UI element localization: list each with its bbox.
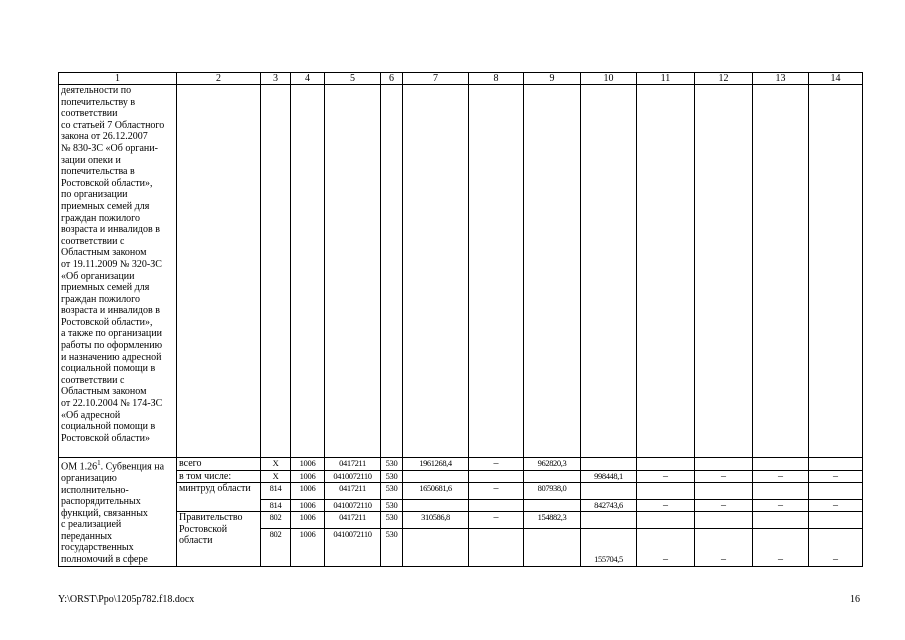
table-row	[59, 483, 863, 499]
continuation-line: социальной помощи в	[61, 363, 156, 375]
cell-c14: –	[809, 470, 863, 483]
column-header-3: 3	[261, 73, 291, 85]
om-line: государственных	[61, 542, 134, 554]
cell-c6: 530	[381, 528, 403, 566]
continuation-line: соответствии с	[61, 235, 125, 247]
continuation-line: «Об организации	[61, 270, 135, 282]
column-header-13: 13	[753, 73, 809, 85]
cell-c11	[637, 512, 695, 528]
cell-c2: в том числе:	[177, 470, 261, 483]
cell-c12	[695, 458, 753, 471]
cell-c10	[581, 483, 637, 499]
cell-c12: –	[695, 470, 753, 483]
cell-c8: –	[469, 512, 524, 528]
om-line: функций, связанных	[61, 507, 148, 519]
column-header-7: 7	[403, 73, 469, 85]
om-superscript: 1	[97, 459, 101, 467]
cell-c8	[469, 528, 524, 566]
cell-c4: 1006	[291, 483, 325, 499]
column-header-6: 6	[381, 73, 403, 85]
cell-c14: –	[809, 499, 863, 512]
continuation-line: деятельности по	[61, 85, 132, 96]
cell-c7: 1650681,6	[403, 483, 469, 499]
cell-c10	[581, 512, 637, 528]
continuation-line: Ростовской области»	[61, 432, 150, 444]
cell-c12	[695, 483, 753, 499]
cell-c13: –	[753, 470, 809, 483]
cell-c10: 998448,1	[581, 470, 637, 483]
table-header-row	[59, 73, 863, 85]
om-line: организацию	[61, 472, 117, 484]
continuation-line: и назначению адресной	[61, 351, 162, 363]
om-description-cell	[59, 458, 177, 567]
continuation-line: от 22.10.2004 № 174-ЗС	[61, 398, 163, 410]
continuation-text-cell	[59, 85, 177, 458]
cell-c5: 0417211	[325, 512, 381, 528]
cell-c9: 807938,0	[524, 483, 581, 499]
cell-c13	[753, 512, 809, 528]
cell-c5: 0417211	[325, 483, 381, 499]
cell-c6: 530	[381, 458, 403, 471]
cell-c6: 530	[381, 470, 403, 483]
footer-file-path: Y:\ORST\Ppo\1205p782.f18.docx	[58, 594, 195, 605]
cell-c11	[637, 458, 695, 471]
column-header-2: 2	[177, 73, 261, 85]
table-row	[59, 512, 863, 528]
om-line: исполнительно-	[61, 484, 129, 496]
continuation-line: Областным законом	[61, 386, 147, 398]
table-row	[59, 470, 863, 483]
cell-c8	[469, 470, 524, 483]
continuation-line: Областным законом	[61, 247, 147, 259]
continuation-line: со статьей 7 Областного	[61, 119, 165, 131]
cell-c5: 0410072110	[325, 499, 381, 512]
cell-c13	[753, 458, 809, 471]
cell-c8	[469, 499, 524, 512]
continuation-line: возраста и инвалидов в	[61, 224, 160, 236]
cell-c8: –	[469, 458, 524, 471]
cell-c9: 962820,3	[524, 458, 581, 471]
continuation-line: по организации	[61, 189, 128, 201]
cell-c13: –	[753, 528, 809, 566]
continuation-line: приемных семей для	[61, 200, 150, 212]
continuation-line: граждан пожилого	[61, 212, 141, 224]
cell-c11: –	[637, 499, 695, 512]
cell-c14	[809, 512, 863, 528]
cell-c3: 802	[261, 512, 291, 528]
cell-c11	[637, 483, 695, 499]
continuation-line: закона от 26.12.2007	[61, 131, 148, 143]
continuation-line: работы по оформлению	[61, 340, 163, 352]
column-header-14: 14	[809, 73, 863, 85]
continuation-line: попечительства в	[61, 166, 135, 178]
continuation-line: Ростовской области»,	[61, 316, 153, 328]
cell-c7	[403, 499, 469, 512]
om-code: ОМ 1.26	[61, 461, 98, 473]
cell-c11: –	[637, 470, 695, 483]
continuation-line: «Об адресной	[61, 409, 121, 421]
column-header-11: 11	[637, 73, 695, 85]
cell-c10: 155704,5	[581, 528, 637, 566]
cell-c13: –	[753, 499, 809, 512]
continuation-line: № 830-ЗС «Об органи-	[61, 142, 158, 154]
continuation-line: от 19.11.2009 № 320-ЗС	[61, 258, 162, 270]
cell-c6: 530	[381, 483, 403, 499]
cell-c8: –	[469, 483, 524, 499]
continuation-line: соответствии с	[61, 374, 125, 386]
om-line: . Субвенция на	[100, 461, 165, 473]
cell-c10	[581, 458, 637, 471]
continuation-line: приемных семей для	[61, 282, 150, 294]
cell-c6: 530	[381, 512, 403, 528]
cell-c14	[809, 483, 863, 499]
cell-c10: 842743,6	[581, 499, 637, 512]
column-header-8: 8	[469, 73, 524, 85]
om-line: полномочий в сфере	[61, 554, 148, 566]
cell-c11: –	[637, 528, 695, 566]
cell-c5: 0410072110	[325, 470, 381, 483]
continuation-line: попечительству в	[61, 96, 136, 108]
cell-c2: минтруд области	[177, 483, 261, 512]
cell-c14	[809, 458, 863, 471]
continuation-line: Ростовской области»,	[61, 177, 153, 189]
cell-c9	[524, 528, 581, 566]
cell-c5: 0417211	[325, 458, 381, 471]
cell-c3: 814	[261, 499, 291, 512]
cell-c3: 814	[261, 483, 291, 499]
cell-c4: 1006	[291, 528, 325, 566]
cell-c4: 1006	[291, 470, 325, 483]
om-line: распорядительных	[61, 496, 141, 508]
cell-c7: 1961268,4	[403, 458, 469, 471]
continuation-line: возраста и инвалидов в	[61, 305, 160, 317]
cell-c6: 530	[381, 499, 403, 512]
cell-c9: 154882,3	[524, 512, 581, 528]
cell-c12: –	[695, 499, 753, 512]
column-header-10: 10	[581, 73, 637, 85]
cell-c5: 0410072110	[325, 528, 381, 566]
table-row	[59, 458, 863, 471]
cell-c4: 1006	[291, 512, 325, 528]
om-line: переданных	[61, 530, 113, 542]
column-header-5: 5	[325, 73, 381, 85]
cell-c12	[695, 512, 753, 528]
cell-c2: Правительство Ростовской области	[177, 512, 261, 566]
cell-c2: всего	[177, 458, 261, 471]
cell-c7	[403, 470, 469, 483]
column-header-12: 12	[695, 73, 753, 85]
cell-c3: Х	[261, 458, 291, 471]
cell-c7: 310586,8	[403, 512, 469, 528]
column-header-1: 1	[59, 73, 177, 85]
continuation-line: а также по организации	[61, 328, 162, 340]
continuation-row	[59, 85, 863, 458]
cell-c3: 802	[261, 528, 291, 566]
cell-c4: 1006	[291, 499, 325, 512]
continuation-line: социальной помощи в	[61, 421, 156, 433]
cell-c13	[753, 483, 809, 499]
continuation-line: зации опеки и	[61, 154, 121, 166]
cell-c3: Х	[261, 470, 291, 483]
cell-c9	[524, 470, 581, 483]
continuation-line: граждан пожилого	[61, 293, 141, 305]
cell-c9	[524, 499, 581, 512]
cell-c4: 1006	[291, 458, 325, 471]
continuation-line: соответствии	[61, 108, 118, 120]
om-line: с реализацией	[61, 519, 122, 531]
cell-c14: –	[809, 528, 863, 566]
column-header-9: 9	[524, 73, 581, 85]
column-header-4: 4	[291, 73, 325, 85]
cell-c7	[403, 528, 469, 566]
footer-page-number: 16	[850, 594, 860, 605]
cell-c12: –	[695, 528, 753, 566]
budget-table	[58, 72, 863, 567]
